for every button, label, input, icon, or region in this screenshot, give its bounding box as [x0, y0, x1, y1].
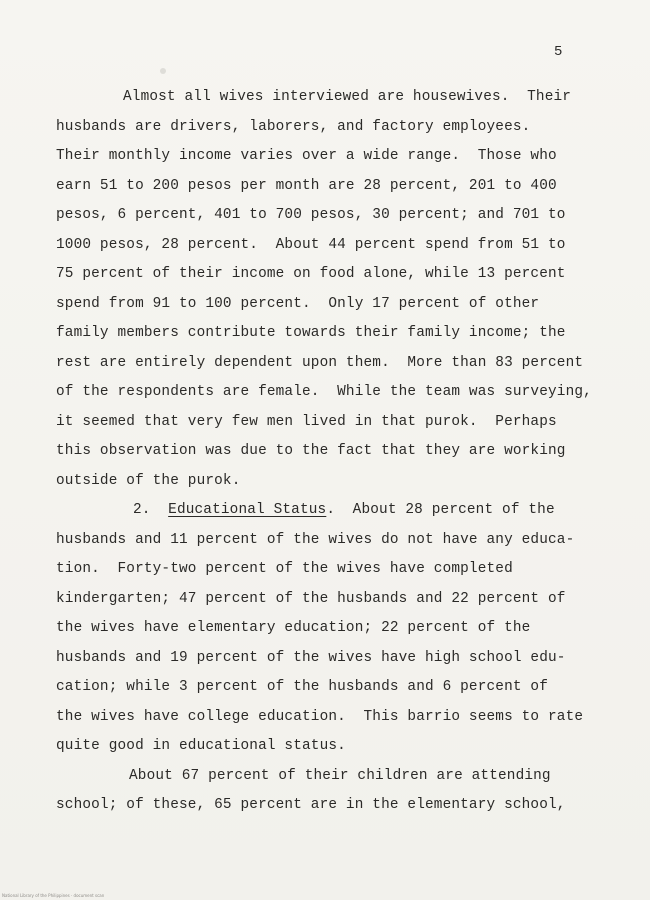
- paragraph-2-line: cation; while 3 percent of the husbands and 6 percent of: [56, 679, 549, 695]
- scan-smudge: [160, 68, 166, 74]
- paragraph-1-line: husbands are drivers, laborers, and factory employees.: [56, 118, 531, 135]
- page-number: 5: [554, 44, 563, 60]
- paragraph-2-lead: [133, 500, 555, 520]
- paragraph-2-line: the wives have college education. This barrio seems to rate: [56, 708, 584, 725]
- paragraph-1-line: 75 percent of their income on food alone, while 13 percent: [56, 266, 566, 282]
- paragraph-1-line: rest are entirely dependent upon them. More than 83 percent: [56, 354, 584, 371]
- paragraph-1-line: Their monthly income varies over a wide range. Those who: [56, 148, 557, 164]
- paragraph-1-line: 1000 pesos, 28 percent. About 44 percent spend from 51 to: [56, 236, 566, 253]
- paragraph-2-line: kindergarten; 47 percent of the husbands and 22 percent of: [56, 590, 566, 607]
- paragraph-2-line: husbands and 19 percent of the wives have high school edu-: [56, 649, 566, 666]
- paragraph-1-line: spend from 91 to 100 percent. Only 17 percent of other: [56, 295, 540, 312]
- paragraph-2-line: the wives have elementary education; 22 percent of the: [56, 620, 531, 636]
- paragraph-1-line: Almost all wives interviewed are housewives. Their: [123, 89, 572, 105]
- paragraph-1-line: pesos, 6 percent, 401 to 700 pesos, 30 percent; and 701 to: [56, 207, 566, 223]
- paragraph-3-line: school; of these, 65 percent are in the elementary school,: [56, 797, 566, 813]
- paragraph-2-lead-rest: . About 28 percent of the: [326, 502, 555, 518]
- scan-footer: National Library of the Philippines · document scan: [2, 893, 105, 898]
- paragraph-1-line: it seemed that very few men lived in that purok. Perhaps: [56, 413, 557, 430]
- paragraph-1-line: earn 51 to 200 pesos per month are 28 percent, 201 to 400: [56, 177, 557, 194]
- paragraph-2-line: husbands and 11 percent of the wives do not have any educa-: [56, 531, 575, 548]
- paragraph-1-line: outside of the purok.: [56, 472, 241, 489]
- paragraph-1-line: of the respondents are female. While the team was surveying,: [56, 384, 592, 400]
- paragraph-3-line: About 67 percent of their children are attending: [129, 767, 551, 784]
- paragraph-1-line: family members contribute towards their family income; the: [56, 325, 566, 341]
- paragraph-1-line: this observation was due to the fact that they are working: [56, 443, 566, 459]
- section-number: 2.: [133, 502, 151, 518]
- paragraph-2-line: quite good in educational status.: [56, 738, 346, 754]
- section-heading: Educational Status: [168, 502, 327, 518]
- paragraph-2-line: tion. Forty-two percent of the wives have completed: [56, 561, 513, 577]
